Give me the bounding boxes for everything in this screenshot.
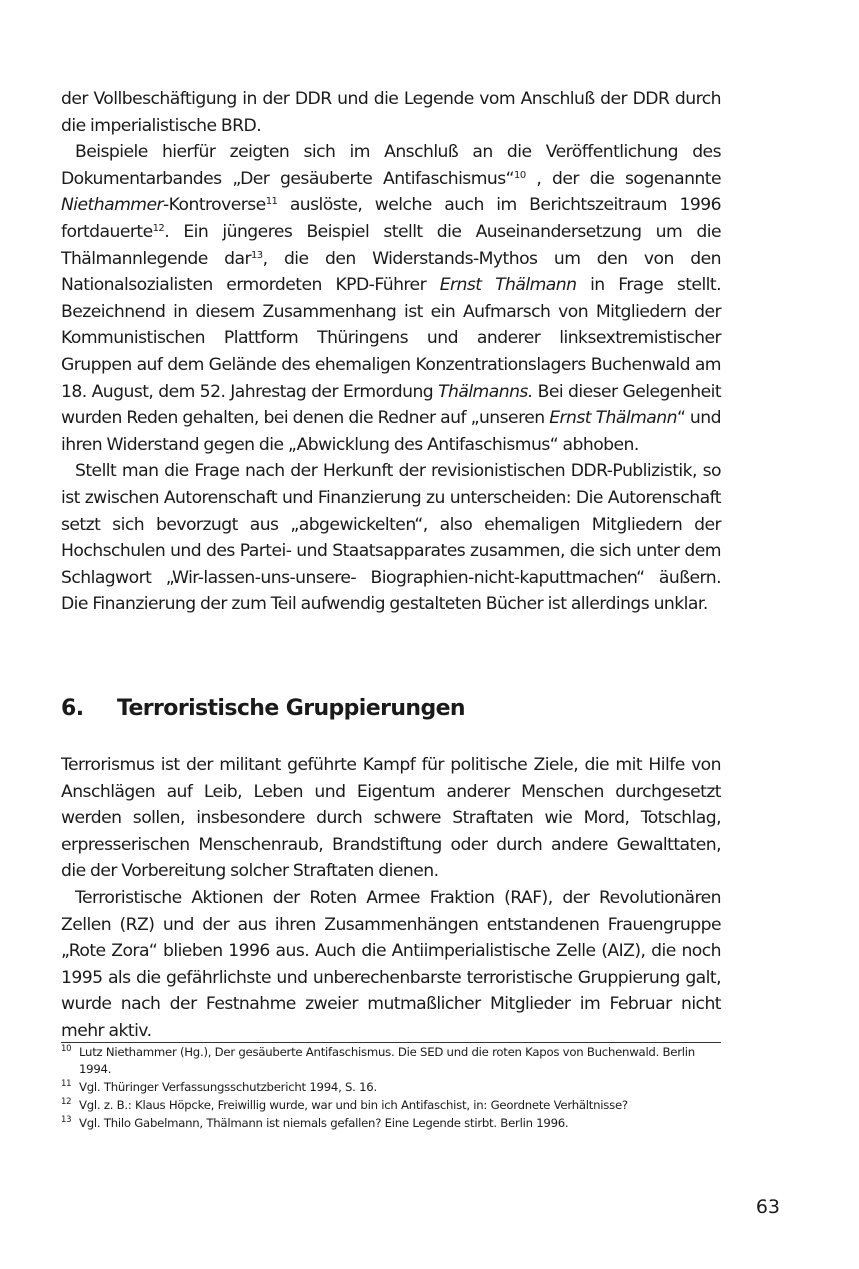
footnote-ref-12[interactable]: 12	[152, 222, 165, 234]
text-span: Beispiele hierfür zeigten sich im Anschluß an die Veröffentlichung des Dokumentarbandes „Der gesäuberte Antifaschismus“	[61, 142, 721, 189]
emphasis: Ernst Thälmann	[549, 408, 677, 429]
footnote-text: Vgl. Thilo Gabelmann, Thälmann ist niemals gefallen? Eine Legende stirbt. Berlin 1996.	[79, 1115, 569, 1130]
footnote-13	[61, 1115, 721, 1132]
emphasis: Niethammer	[61, 195, 163, 216]
section-heading	[61, 696, 721, 721]
footnote-text: Lutz Niethammer (Hg.), Der gesäuberte Antifaschismus. Die SED und die roten Kapos von Buchenwald. Berlin 1994.	[79, 1045, 695, 1076]
paragraph: Terrorismus ist der militant geführte Kampf für politische Ziele, die mit Hilfe von Anschlägen auf Leib, Leben und Eigentum anderer Menschen durchgesetzt werden sollen, insbesondere durch schwere Straftaten wie Mord, Totschlag, erpresserischen Menschenraub, Brandstiftung oder durch andere Gewalttaten, die der Vorbereitung solcher Straftaten dienen.	[61, 755, 721, 882]
section-title: Terroristische Gruppierungen	[117, 696, 465, 721]
text-span: , die den Widerstands-Mythos um den von den Nationalsozialisten ermordeten KPD-Führer	[61, 248, 721, 296]
text-span: , der die sogenannte	[525, 168, 721, 189]
paragraph: Terroristische Aktionen der Roten Armee Fraktion (RAF), der Revolutionären Zellen (RZ) und der aus ihren Zusammenhängen entstandenen Frauengruppe „Rote Zora“ blieben 1996 aus. Auch die Antiimperialistische Zelle (AIZ), die noch 1995 als die gefährlichste und unberechenbarste terroristische Gruppierung galt, wurde nach der Festnahme zweier mutmaßlicher Mitglieder im Februar nicht mehr aktiv.	[61, 887, 721, 1041]
text-block-ddr-publizistik	[61, 86, 721, 618]
footnote-number: 13	[61, 1114, 72, 1125]
text-span: . Ein jüngeres Beispiel stellt die Auseinandersetzung um die Thälmannlegende dar	[61, 221, 721, 269]
footnote-ref-11[interactable]: 11	[265, 196, 278, 208]
emphasis: Ernst Thälmann	[439, 275, 577, 296]
text-span: Bei dieser Gelegenheit wurden Reden gehalten, bei denen die Redner auf „unseren	[61, 381, 722, 429]
text-block-terrorismus	[61, 752, 721, 1045]
footnote-number: 10	[61, 1044, 72, 1054]
footnote-text: Vgl. Thüringer Verfassungsschutzbericht 1994, S. 16.	[79, 1079, 377, 1094]
footnote-text: Vgl. z. B.: Klaus Höpcke, Freiwillig wurde, war und bin ich Antifaschist, in: Geordnete Verhältnisse?	[79, 1097, 628, 1112]
footnote-divider	[61, 1042, 721, 1043]
paragraph: Stellt man die Frage nach der Herkunft der revisionistischen DDR-Publizistik, so ist zwischen Autorenschaft und Finanzierung zu unterscheiden: Die Autorenschaft setzt sich bevorzugt aus „abgewickelten“, also ehemaligen Mitgliedern der Hochschulen und des Partei- und Staatsapparates zusammen, die sich unter dem Schlagwort „Wir-lassen-uns-unsere- Biographien-nicht-kaputtmachen“ äußern. Die Finanzierung der zum Teil aufwendig gestalteten Bücher ist allerdings unklar.	[61, 461, 721, 615]
text-span: “ und ihren Widerstand gegen die „Abwicklung des Antifaschismus“ abhoben.	[61, 408, 721, 455]
footnote-12	[61, 1097, 721, 1114]
paragraph	[61, 139, 721, 458]
emphasis: Thälmanns.	[438, 381, 533, 402]
footnote-number: 11	[61, 1078, 72, 1089]
text-span: -Kontroverse	[163, 195, 266, 216]
paragraph: der Vollbeschäftigung in der DDR und die Legende vom Anschluß der DDR durch die imperialistische BRD.	[61, 89, 721, 136]
footnote-ref-10[interactable]: 10	[514, 169, 526, 181]
footnote-11	[61, 1079, 721, 1096]
footnote-number: 12	[61, 1096, 72, 1107]
footnotes	[61, 1044, 721, 1133]
footnote-ref-13[interactable]: 13	[251, 249, 263, 261]
text-span: auslöste, welche auch im Berichtszeitraum 1996 fortdauerte	[61, 195, 721, 242]
section-number: 6.	[61, 696, 84, 721]
text-span: in Frage stellt. Bezeichnend in diesem Zusammenhang ist ein Aufmarsch von Mitgliedern der Kommunistischen Plattform Thüringens und anderer linksextremistischer Gruppen auf dem Gelände des ehemaligen Konzentrationslagers Buchenwald am 18. August, dem 52. Jahrestag der Ermordung	[61, 275, 721, 402]
footnote-10	[61, 1044, 721, 1077]
page-number: 63	[755, 1196, 780, 1218]
